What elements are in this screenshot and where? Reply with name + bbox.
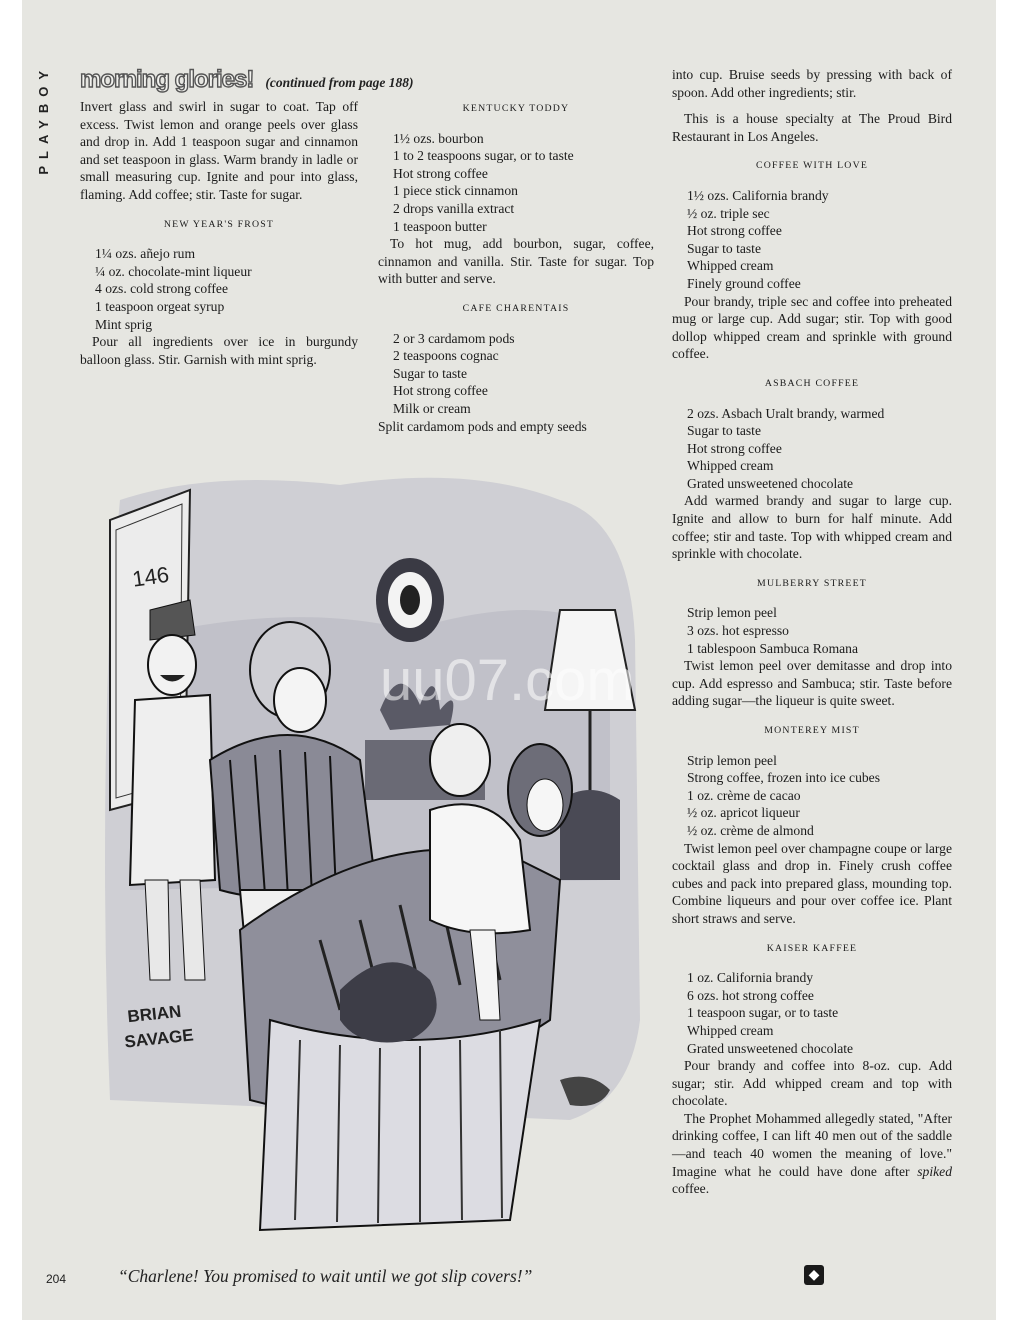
recipe-method: Pour brandy, triple sec and coffee into preheated mug or large cup. Add sugar; stir. Top with good dollop whipped cream and sprinkle with ground coffee. (672, 293, 952, 362)
note-paragraph: This is a house specialty at The Proud Bird Restaurant in Los Angeles. (672, 111, 952, 144)
ingredient: 6 ozs. hot strong coffee (687, 987, 814, 1003)
ingredient: 4 ozs. cold strong coffee (95, 281, 229, 297)
ingredient-list (672, 187, 952, 293)
ingredient: 1 oz. California brandy (687, 970, 814, 986)
recipe-method: Twist lemon peel over demitasse and drop into cup. Add espresso and Sambuca; stir. Taste before adding sugar—the liqueur is quite sweet. (672, 658, 952, 709)
magazine-page (22, 0, 996, 1320)
ingredient: Hot strong coffee (687, 223, 782, 239)
ingredient: Whipped cream (687, 258, 774, 274)
article-header (80, 66, 640, 96)
recipe-method: Add warmed brandy and sugar to large cup. Ignite and allow to burn for half minute. Add coffee; stir and taste. Top with whipped cream and sprinkle with chocolate. (672, 493, 952, 562)
recipe-title: MULBERRY STREET (757, 577, 867, 589)
ingredient: 1½ ozs. California brandy (687, 187, 829, 203)
closing-paragraph (672, 1110, 952, 1198)
recipe-title: ASBACH COFFEE (764, 377, 860, 389)
recipe-title: CAFE CHARENTAIS (462, 302, 570, 314)
column-left (80, 98, 358, 368)
ingredient: 3 ozs. hot espresso (687, 623, 789, 639)
ingredient: Sugar to taste (393, 365, 467, 381)
rabbit-head-icon: ◆ (804, 1265, 824, 1285)
recipe-method: Pour brandy and coffee into 8-oz. cup. Add sugar; stir. Add whipped cream and top with chocolate. (672, 1058, 952, 1109)
signature-line: SAVAGE (123, 1025, 195, 1052)
ingredient: Sugar to taste (687, 423, 761, 439)
ingredient: ½ oz. crème de almond (687, 822, 814, 838)
ingredient: Milk or cream (393, 400, 471, 416)
ingredient: 1 tablespoon Sambuca Romana (687, 640, 859, 656)
ingredient: ½ oz. apricot liqueur (687, 805, 800, 821)
door-number: 146 (130, 561, 171, 592)
ingredient: Hot strong coffee (687, 440, 782, 456)
ingredient: 1½ ozs. bourbon (393, 130, 484, 146)
wall-portrait (376, 558, 444, 642)
article-title: morning glories! (80, 66, 254, 93)
ingredient: 1 teaspoon sugar, or to taste (687, 1005, 839, 1021)
ingredient: 1 to 2 teaspoons sugar, or to taste (393, 148, 574, 164)
ingredient: Whipped cream (687, 458, 774, 474)
column-right (672, 66, 952, 1198)
recipe-title: NEW YEAR'S FROST (163, 218, 275, 230)
ingredient: Hot strong coffee (393, 165, 488, 181)
watermark: uu07.com (380, 648, 635, 713)
ingredient-list (672, 604, 952, 657)
ingredient: 1¼ ozs. añejo rum (95, 246, 196, 262)
ingredient: 1 oz. crème de cacao (687, 787, 801, 803)
ingredient: ¼ oz. chocolate-mint liqueur (95, 263, 252, 279)
ingredient: 1 piece stick cinnamon (393, 183, 518, 199)
cartoon-illustration (90, 460, 650, 1250)
ingredient: 2 ozs. Asbach Uralt brandy, warmed (687, 405, 885, 421)
ingredient: 1 teaspoon butter (393, 218, 487, 234)
ingredient: Whipped cream (687, 1022, 774, 1038)
page-number: 204 (46, 1272, 67, 1286)
recipe-title: KENTUCKY TODDY (462, 103, 570, 114)
cartoon-caption: “Charlene! You promised to wait until we got slip covers!” (118, 1266, 533, 1286)
signature-line: BRIAN (126, 1001, 183, 1027)
ingredient: 2 teaspoons cognac (393, 348, 499, 364)
ingredient-list (672, 405, 952, 493)
recipe-title: KAISER KAFFEE (766, 942, 858, 954)
ingredient-list (80, 245, 358, 333)
closing-emphasis: spiked (917, 1163, 952, 1179)
ingredient: Hot strong coffee (393, 383, 488, 399)
ingredient: Grated unsweetened chocolate (687, 1040, 854, 1056)
ingredient-list (378, 130, 654, 236)
ingredient: Sugar to taste (687, 240, 761, 256)
ingredient: ½ oz. triple sec (687, 205, 770, 221)
recipe-method: Split cardamom pods and empty seeds (378, 418, 587, 434)
ingredient: 2 or 3 cardamom pods (393, 330, 515, 346)
column-middle (378, 98, 654, 435)
ingredient-list (672, 752, 952, 840)
ingredient: Grated unsweetened chocolate (687, 475, 854, 491)
recipe-method: Twist lemon peel over champagne coupe or large cocktail glass and drop in. Finely crush coffee cubes and pack into prepared glass, mounding top. Combine liqueurs and pour over coffee ice. Plant short straws and serve. (672, 840, 952, 926)
carry-over-text: into cup. Bruise seeds by pressing with back of spoon. Add other ingredients; stir. (672, 67, 952, 100)
ingredient: Finely ground coffee (687, 275, 801, 291)
ingredient-list (672, 969, 952, 1057)
ingredient: Strip lemon peel (687, 752, 777, 768)
recipe-method: To hot mug, add bourbon, sugar, coffee, cinnamon and vanilla. Stir. Taste for sugar. Top with butter and serve. (378, 236, 654, 287)
ingredient: 1 teaspoon orgeat syrup (95, 298, 225, 314)
ingredient: Strong coffee, frozen into ice cubes (687, 770, 881, 786)
intro-paragraph: Invert glass and swirl in sugar to coat. Tap off excess. Twist lemon and orange peels over glass and drop in. Add 1 teaspoon sugar and cinnamon and set teaspoon in glass. Warm brandy in ladle or small measuring cup. Ignite and pour into glass, flaming. Add coffee; stir. Taste for sugar. (80, 99, 358, 202)
ingredient: Mint sprig (95, 316, 153, 332)
closing-text: The Prophet Mohammed allegedly stated, "After drinking coffee, I can lift 40 men out of the saddle—and teach 40 women the meaning of love." Imagine what he could have done after (672, 1110, 952, 1179)
closing-text-end: coffee. (672, 1181, 710, 1197)
magazine-name: PLAYBOY (36, 64, 51, 175)
continued-note: (continued from page 188) (265, 75, 414, 90)
ingredient-list (378, 330, 654, 418)
recipe-title: COFFEE WITH LOVE (755, 160, 869, 172)
recipe-title: MONTEREY MIST (764, 725, 860, 736)
ingredient: Strip lemon peel (687, 605, 777, 621)
recipe-method: Pour all ingredients over ice in burgundy balloon glass. Stir. Garnish with mint sprig. (80, 334, 358, 367)
ingredient: 2 drops vanilla extract (393, 200, 515, 216)
